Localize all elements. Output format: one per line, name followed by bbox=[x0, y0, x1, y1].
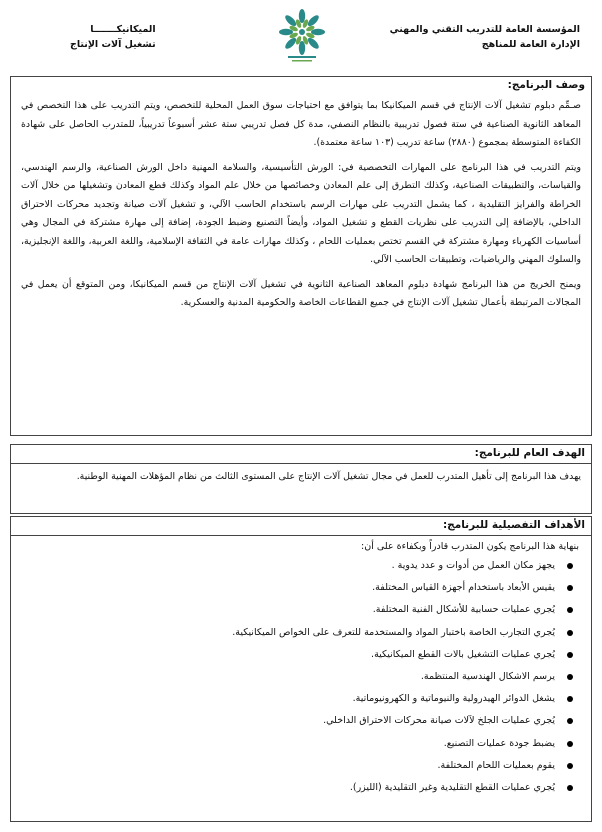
list-item: يضبط جودة عمليات التصنيع. bbox=[11, 733, 591, 755]
specialization-name: تشغيل آلات الإنتاج bbox=[70, 39, 156, 50]
bullet-icon bbox=[567, 763, 573, 769]
program-description-section bbox=[10, 76, 592, 436]
department-name: الميكانيكـــــــا bbox=[90, 24, 156, 35]
description-paragraph: صـمِّم دبلوم تشغيل آلات الإنتاج في قسم الميكانيكا بما يتوافق مع احتياجات سوق العمل المحلية للتخصص، ويتم التدريب على هذا التخصص في المعاهد الثانوية الصناعية في ستة فصول تدريبية بالنظام النصفي، مدة كل فصل تدريبي ستة عشر أسبوعاً تدريبياً، للمتدرب الحاصل على شهادة الكفاءة المتوسطة بمجموع (٢٨٨٠) ساعة تدريب (١٠٣ ساعة معتمدة). bbox=[21, 100, 581, 148]
bullet-icon bbox=[567, 785, 573, 791]
page-header bbox=[0, 0, 602, 72]
organization-block bbox=[390, 22, 580, 52]
description-paragraph: ويتم التدريب في هذا البرنامج على المهارات التخصصية في: الورش التأسيسية، والسلامة المهنية داخل الورش الصناعية، والرسم الهندسي، والقياسات، والتطبيقات الصناعية، وكذلك التطرق إلى علم المعادن وخصائصها من خلال علم المواد وكذلك قطع المعادن وتشغيلها من خلال آلات الخراطة والفرايز التقليدية ، كما يشمل التدريب على مهارات الرسم باستخدام الحاسب الآلي، و تشغيل آلات صيانة وتجديد محركات الاحتراق الداخلي، بالإضافة إلى التدريب على نظريات القطع و تشغيل المواد، وأيضاً التصنيع وضبط الجودة، إضافة إلى مهارة مشتركة في المجال وهي أساسيات الكهرباء ومهارة مشتركة في القسم تختص بعمليات اللحام ، وكذلك مهارات عامة في الثقافة الإسلامية، واللغة العربية، واللغة الإنجليزية، والسلوك المهني والرياضيات، وتطبيقات الحاسب الآلي. bbox=[21, 161, 581, 265]
department-block bbox=[70, 22, 156, 52]
list-item: يُجري التجارب الخاصة باختبار المواد والمستخدمة للتعرف على الخواص الميكانيكية. bbox=[11, 622, 591, 644]
section-title: الأهداف التفصيلية للبرنامج: bbox=[11, 517, 591, 536]
bullet-icon bbox=[567, 585, 573, 591]
bullet-icon bbox=[567, 607, 573, 613]
bullet-icon bbox=[567, 563, 573, 569]
section-title: الهدف العام للبرنامج: bbox=[11, 445, 591, 464]
list-item: يُجري عمليات القطع التقليدية وغير التقليدية (الليزر). bbox=[11, 777, 591, 799]
section-title: وصف البرنامج: bbox=[507, 79, 585, 91]
detailed-objectives-section bbox=[10, 516, 592, 822]
star-emblem-icon bbox=[276, 6, 328, 64]
bullet-icon bbox=[567, 718, 573, 724]
objectives-intro: بنهاية هذا البرنامج يكون المتدرب قادراً وبكفاءة على أن: bbox=[361, 541, 579, 552]
goal-text: يهدف هذا البرنامج إلى تأهيل المتدرب للعمل في مجال تشغيل آلات الإنتاج على المستوى الثالث من نظام المؤهلات المهنية الوطنية. bbox=[76, 471, 581, 482]
bullet-icon bbox=[567, 630, 573, 636]
list-item: يجهز مكان العمل من أدوات و عدد يدوية . bbox=[11, 555, 591, 577]
list-item: يشغل الدوائر الهيدرولية والنيوماتية و الكهرونيوماتية. bbox=[11, 688, 591, 710]
bullet-icon bbox=[567, 674, 573, 680]
organization-department: الإدارة العامة للمناهج bbox=[481, 39, 580, 50]
description-paragraph: ويمنح الخريج من هذا البرنامج شهادة دبلوم المعاهد الصناعية الثانوية في تشغيل آلات الإنتاج من قسم الميكانيكا، ومن المتوقع أن يعمل في المجالات المرتبطة بأعمال تشغيل آلات الإنتاج في جميع القطاعات الخاصة والحكومية المدنية والعسكرية. bbox=[21, 278, 581, 308]
list-item: يقوم بعمليات اللحام المختلفة. bbox=[11, 755, 591, 777]
bullet-icon bbox=[567, 652, 573, 658]
list-item: يقيس الأبعاد باستخدام أجهزة القياس المختلفة. bbox=[11, 577, 591, 599]
objectives-list bbox=[11, 555, 591, 799]
list-item: يُجري عمليات الجلخ لآلات صيانة محركات الاحتراق الداخلي. bbox=[11, 710, 591, 732]
list-item: يرسم الاشكال الهندسية المنتظمة. bbox=[11, 666, 591, 688]
list-item: يُجري عمليات التشغيل بالات القطع الميكانيكية. bbox=[11, 644, 591, 666]
bullet-icon bbox=[567, 741, 573, 747]
list-item: يُجري عمليات حسابية للأشكال الفنية المختلفة. bbox=[11, 599, 591, 621]
organization-name: المؤسسة العامة للتدريب التقني والمهني bbox=[389, 24, 580, 35]
bullet-icon bbox=[567, 696, 573, 702]
general-goal-section bbox=[10, 444, 592, 514]
